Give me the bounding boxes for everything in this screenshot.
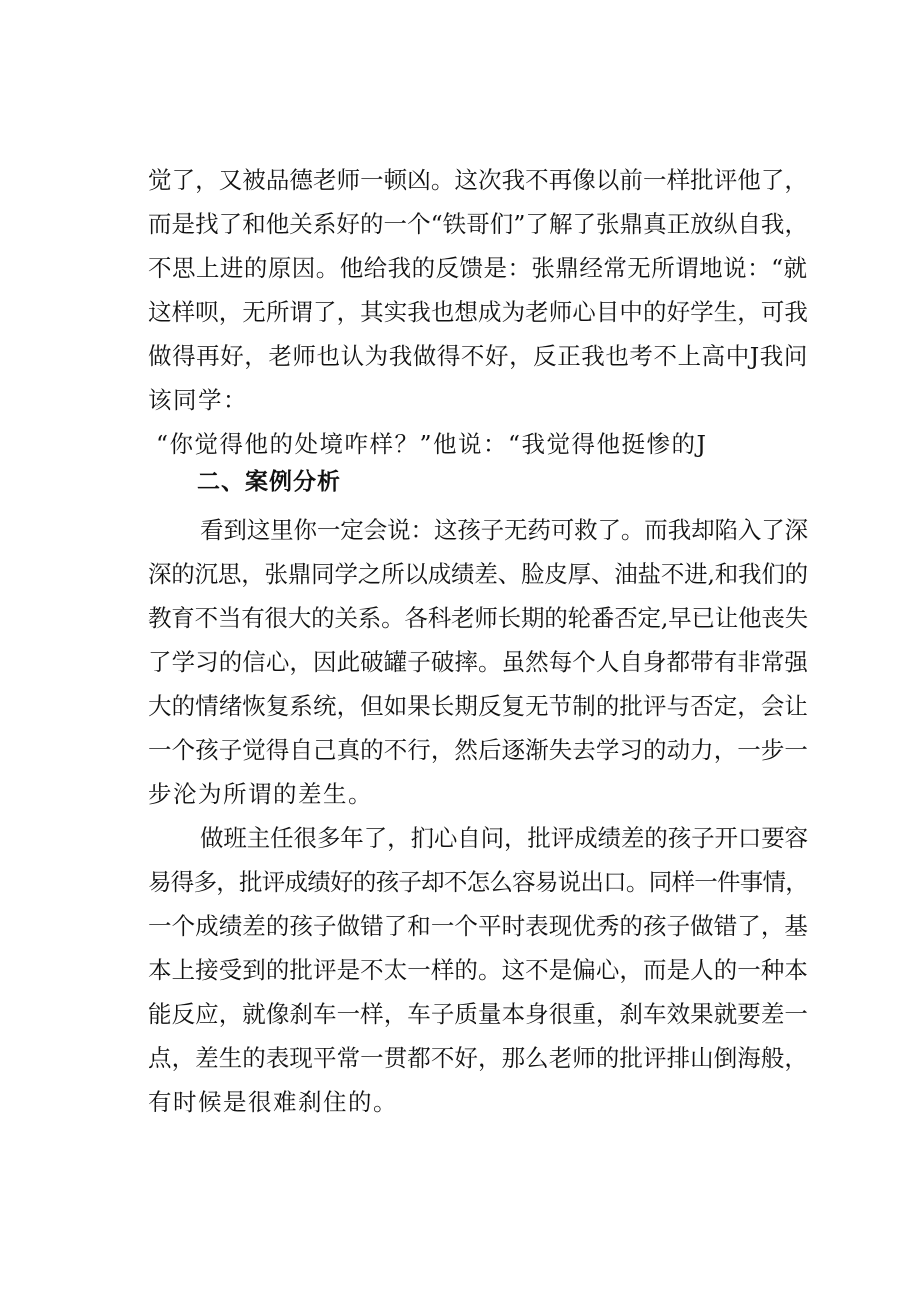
paragraph-2-line-6: 一个孩子觉得自己真的不行，然后逐渐失去学习的动力，一步一 [148, 736, 808, 764]
paragraph-2-line-5: 大的情绪恢复系统，但如果长期反复无节制的批评与否定，会让 [148, 692, 808, 720]
paragraph-3-line-3: 一个成绩差的孩子做错了和一个平时表现优秀的孩子做错了，基 [148, 912, 808, 940]
paragraph-1-line-6: 该同学： [148, 386, 248, 414]
paragraph-2-line-2: 深的沉思，张鼎同学之所以成绩差、脸皮厚、油盐不进,和我们的 [148, 560, 808, 588]
paragraph-3-line-2: 易得多，批评成绩好的孩子却不怎么容易说出口。同样一件事情， [148, 868, 808, 896]
section-heading: 二、案例分析 [197, 469, 341, 495]
paragraph-3-line-1: 做班主任很多年了，扪心自问，批评成绩差的孩子开口要容 [200, 824, 808, 852]
paragraph-2-line-7: 步沦为所谓的差生。 [148, 780, 373, 808]
paragraph-3-line-5: 能反应，就像刹车一样，车子质量本身很重，刹车效果就要差一 [148, 1000, 808, 1028]
paragraph-1-line-3: 不思上进的原因。他给我的反馈是：张鼎经常无所谓地说：“就 [148, 254, 808, 282]
paragraph-1-line-1: 觉了，又被品德老师一顿凶。这次我不再像以前一样批评他了， [148, 166, 808, 194]
paragraph-3-line-4: 本上接受到的批评是不太一样的。这不是偏心，而是人的一种本 [148, 956, 808, 984]
paragraph-2-line-4: 了学习的信心，因此破罐子破摔。虽然每个人自身都带有非常强 [148, 648, 808, 676]
paragraph-2-line-3: 教育不当有很大的关系。各科老师长期的轮番否定,早已让他丧失 [148, 604, 808, 632]
paragraph-3-line-7: 有时候是很难刹住的。 [148, 1088, 398, 1116]
paragraph-2-line-1: 看到这里你一定会说：这孩子无药可救了。而我却陷入了深 [200, 516, 808, 544]
paragraph-1-line-2: 而是找了和他关系好的一个“铁哥们”了解了张鼎真正放纵自我， [148, 210, 809, 238]
paragraph-3-line-6: 点，差生的表现平常一贯都不好，那么老师的批评排山倒海般， [148, 1044, 808, 1072]
paragraph-1-line-4: 这样呗，无所谓了，其实我也想成为老师心目中的好学生，可我 [148, 298, 808, 326]
paragraph-1-line-5: 做得再好，老师也认为我做得不好，反正我也考不上高中J我问 [148, 342, 808, 370]
paragraph-1-line-7: “你觉得他的处境咋样？”他说：“我觉得他挺惨的J [156, 430, 708, 458]
